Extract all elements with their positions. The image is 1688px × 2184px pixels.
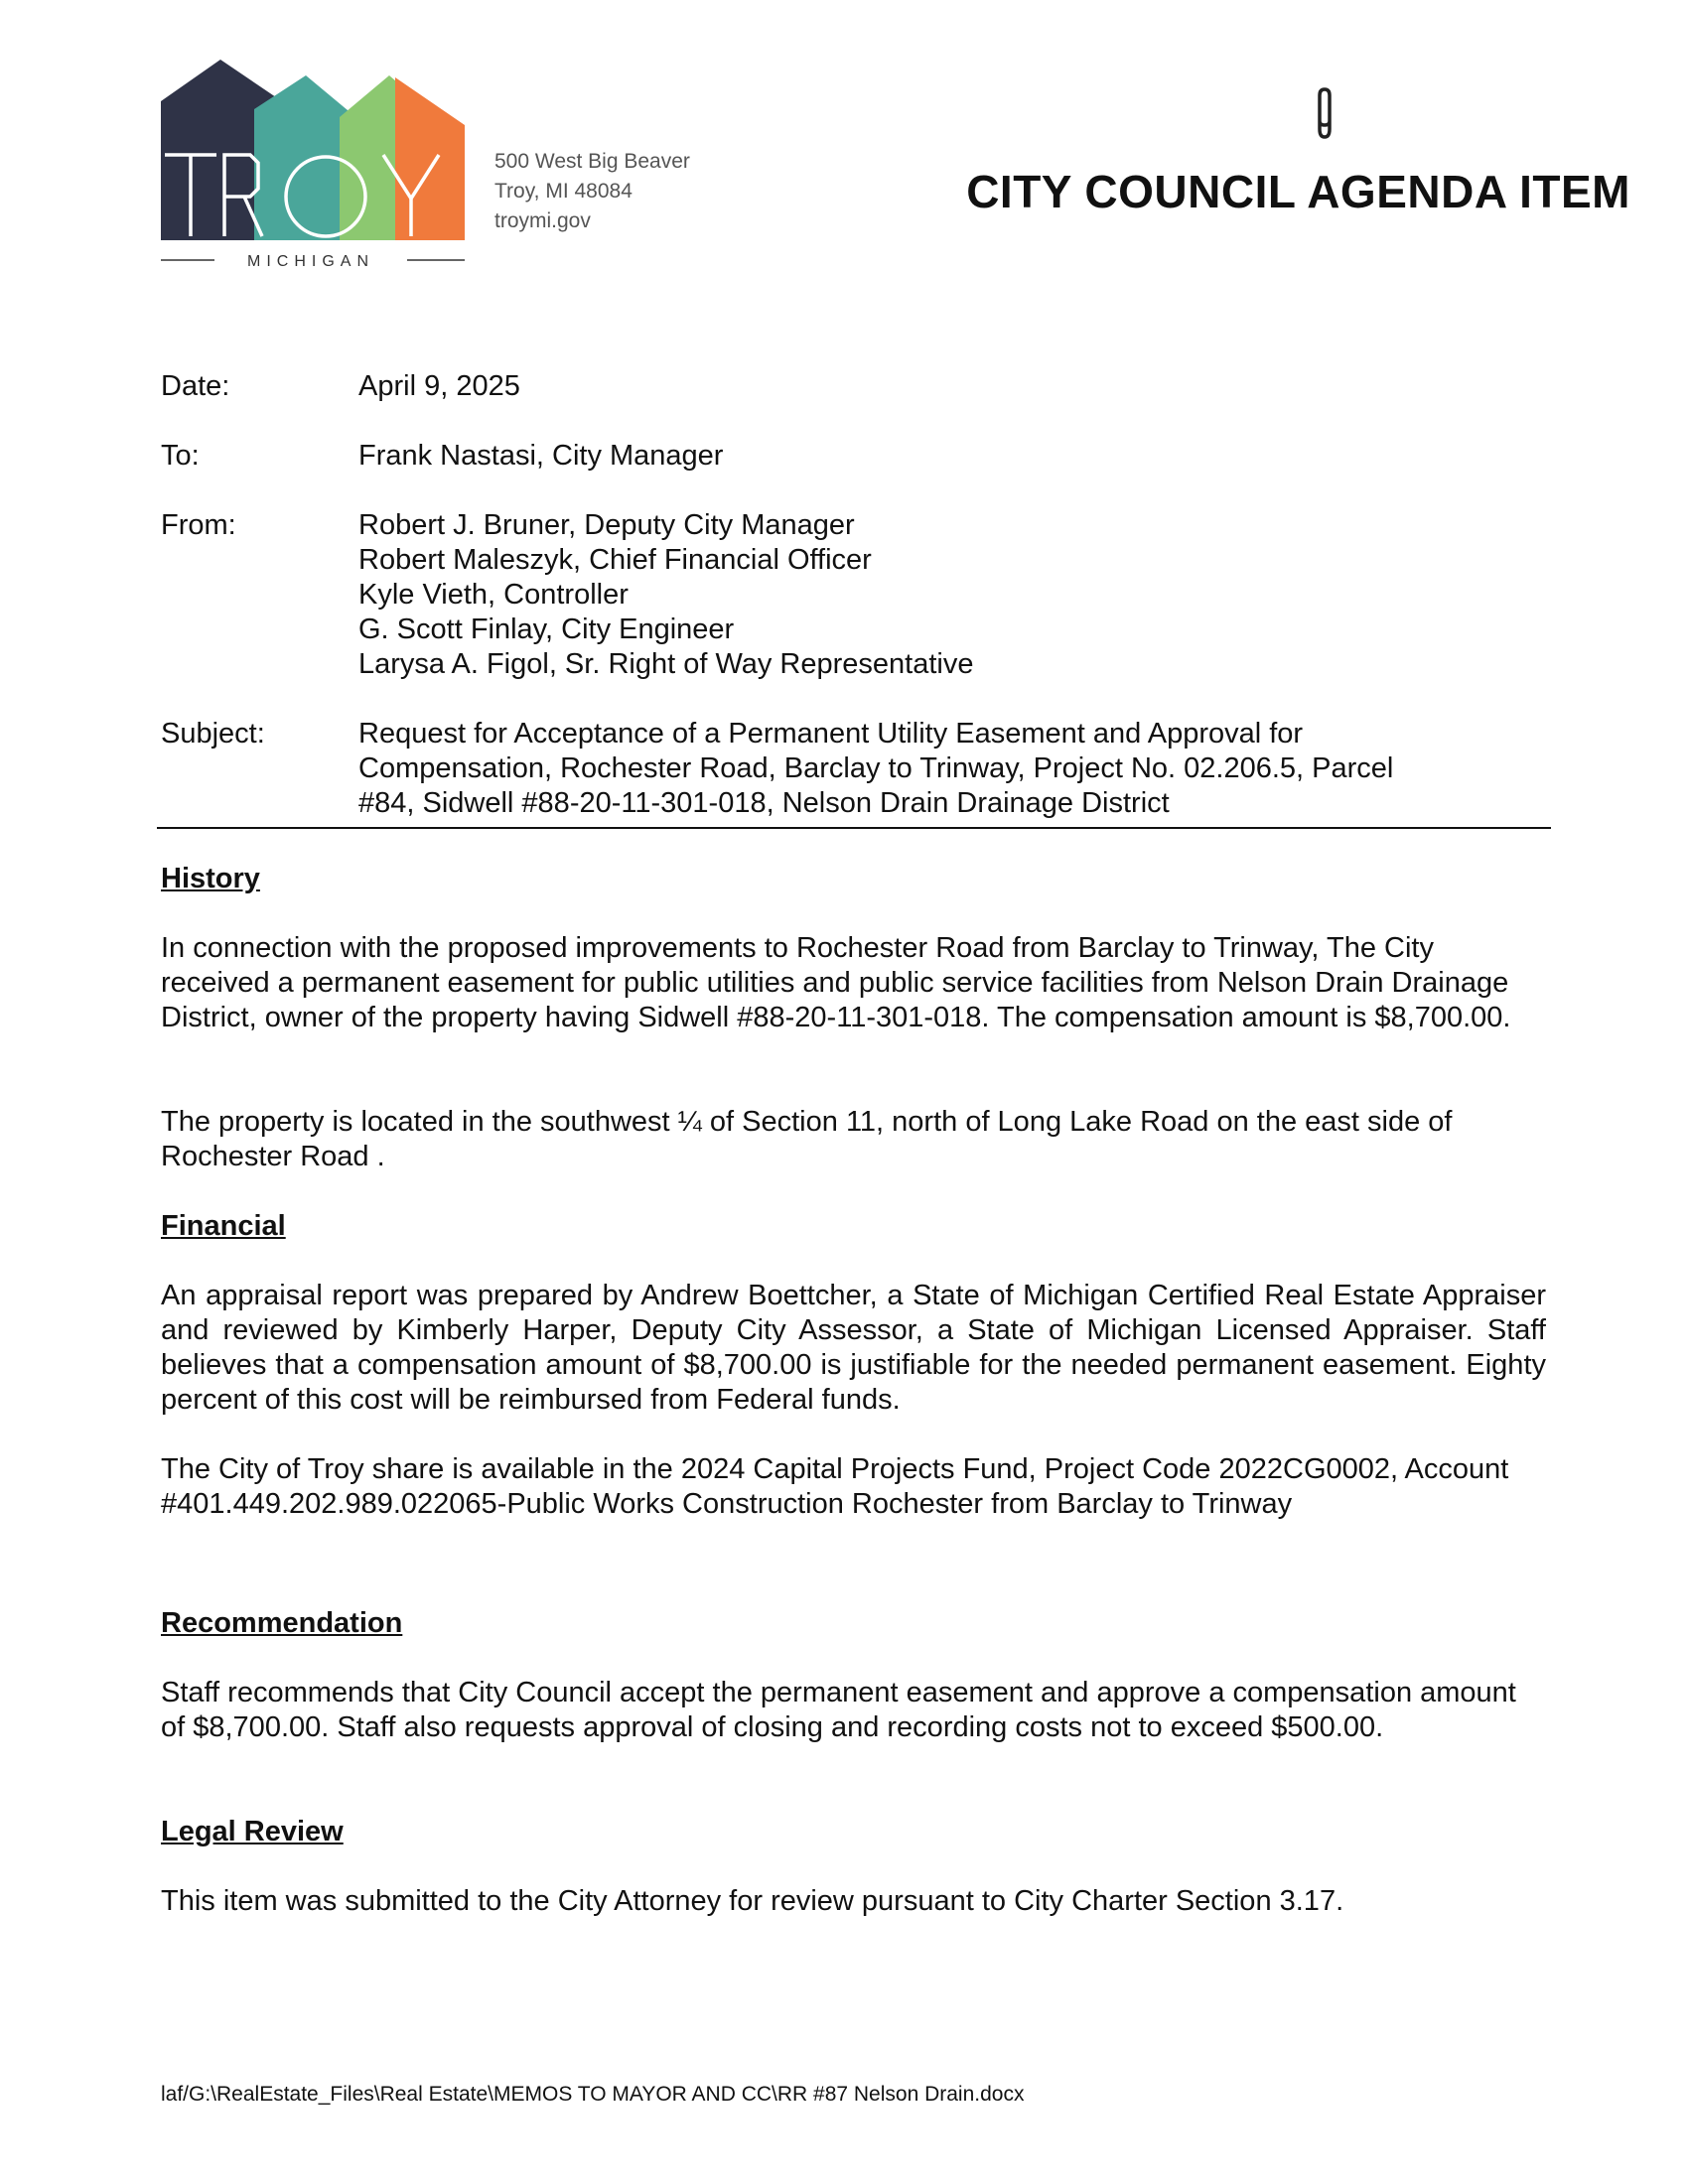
date-label: Date: (161, 370, 230, 402)
from-name: Robert J. Bruner, Deputy City Manager (358, 509, 855, 541)
address-website: troymi.gov (494, 209, 591, 232)
address-city: Troy, MI 48084 (494, 180, 633, 203)
from-name: Kyle Vieth, Controller (358, 579, 629, 611)
file-path-footer: laf/G:\RealEstate_Files\Real Estate\MEMOS TO MAYOR AND CC\RR #87 Nelson Drain.docx (161, 2083, 1025, 2106)
subject-text (358, 717, 1550, 821)
from-name: Robert Maleszyk, Chief Financial Officer (358, 544, 872, 576)
from-label: From: (161, 509, 236, 541)
date-value: April 9, 2025 (358, 370, 520, 402)
header-divider (157, 827, 1551, 829)
subject-line: Request for Acceptance of a Permanent Utility Easement and Approval for (358, 718, 1304, 750)
svg-text:MICHIGAN: MICHIGAN (247, 253, 374, 270)
subject-line: #84, Sidwell #88-20-11-301-018, Nelson Drain Drainage District (358, 787, 1170, 819)
from-name: Larysa A. Figol, Sr. Right of Way Representative (358, 648, 974, 680)
financial-heading: Financial (161, 1210, 286, 1242)
history-paragraph-1: In connection with the proposed improvements to Rochester Road from Barclay to Trinway, The City received a permanent easement for public utilities and public service facilities from Nelson Drain Drainage District, owner of the property having Sidwell #88-20-11-301-018. The compensation amount is $8,700.00. (161, 932, 1511, 1033)
to-label: To: (161, 440, 200, 472)
legal-review-heading: Legal Review (161, 1816, 344, 1847)
to-value: Frank Nastasi, City Manager (358, 440, 724, 472)
financial-paragraph-1: An appraisal report was prepared by Andrew Boettcher, a State of Michigan Certified Real Estate Appraiser and reviewed by Kimberly Harper, Deputy City Assessor, a State of Michigan Licensed Appraiser. Staff believes that a compensation amount of $8,700.00 is justifiable for the needed permanent easement. Eighty percent of this cost will be reimbursed from Federal funds. (161, 1280, 1546, 1416)
city-address (494, 147, 690, 236)
paperclip-icon (1311, 85, 1338, 141)
subject-line: Compensation, Rochester Road, Barclay to Trinway, Project No. 02.206.5, Parcel (358, 752, 1394, 784)
legal-review-paragraph: This item was submitted to the City Attorney for review pursuant to City Charter Section 3.17. (161, 1885, 1344, 1917)
recommendation-paragraph: Staff recommends that City Council accept the permanent easement and approve a compensation amount of $8,700.00. Staff also requests approval of closing and recording costs not to exceed $500.00. (161, 1677, 1516, 1743)
from-list (358, 508, 1550, 682)
address-street: 500 West Big Beaver (494, 150, 690, 173)
page-title: CITY COUNCIL AGENDA ITEM (966, 166, 1630, 217)
troy-michigan-logo (159, 56, 477, 274)
financial-paragraph-2: The City of Troy share is available in the 2024 Capital Projects Fund, Project Code 2022CG0002, Account #401.449.202.989.022065-Public Works Construction Rochester from Barclay to Trinway (161, 1453, 1509, 1520)
from-name: G. Scott Finlay, City Engineer (358, 614, 735, 645)
subject-label: Subject: (161, 718, 265, 750)
history-paragraph-2: The property is located in the southwest ¼ of Section 11, north of Long Lake Road on the east side of Rochester Road . (161, 1106, 1453, 1172)
recommendation-heading: Recommendation (161, 1607, 403, 1639)
history-heading: History (161, 863, 260, 894)
